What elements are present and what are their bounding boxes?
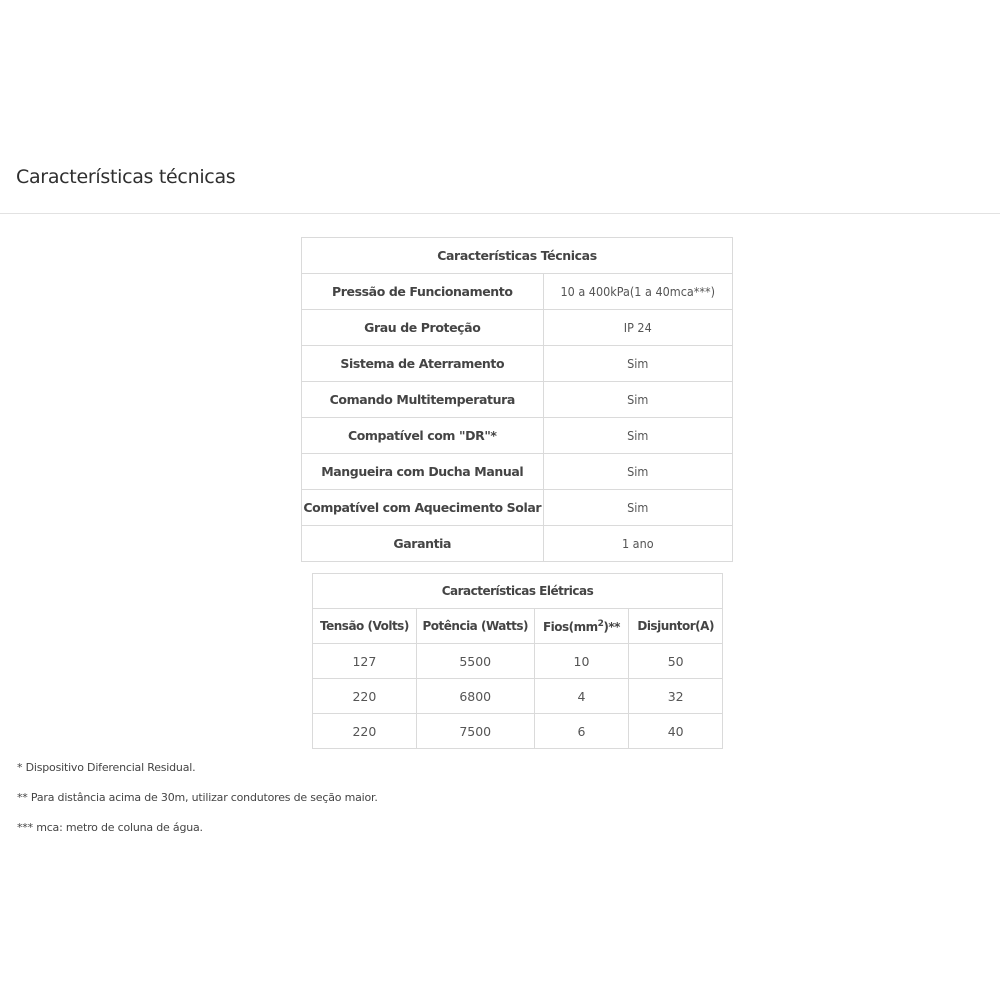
column-header-voltage: Tensão (Volts) <box>313 609 417 644</box>
power-cell: 6800 <box>416 679 534 714</box>
spec-value: Sim <box>543 346 732 382</box>
table-row <box>302 346 733 382</box>
spec-value: Sim <box>543 418 732 454</box>
table-row <box>302 454 733 490</box>
column-header-power: Potência (Watts) <box>416 609 534 644</box>
footnote: *** mca: metro de coluna de água. <box>17 821 203 834</box>
spec-label: Garantia <box>302 526 544 562</box>
power-cell: 5500 <box>416 644 534 679</box>
voltage-cell: 220 <box>313 714 417 749</box>
footnotes <box>17 760 378 850</box>
column-header-row <box>313 609 723 644</box>
technical-specs-table <box>301 237 733 562</box>
table-header-row <box>313 574 723 609</box>
table-header-row <box>302 238 733 274</box>
spec-value: Sim <box>543 454 732 490</box>
table-row <box>313 644 723 679</box>
wires-prefix: Fios(mm <box>542 619 598 634</box>
breaker-cell: 32 <box>629 679 723 714</box>
table-row <box>313 679 723 714</box>
electrical-specs-header: Características Elétricas <box>313 574 723 609</box>
spec-label: Comando Multitemperatura <box>302 382 544 418</box>
spec-label: Mangueira com Ducha Manual <box>302 454 544 490</box>
spec-value: Sim <box>543 490 732 526</box>
wires-cell: 6 <box>534 714 629 749</box>
power-cell: 7500 <box>416 714 534 749</box>
wires-cell: 4 <box>534 679 629 714</box>
voltage-cell: 220 <box>313 679 417 714</box>
spec-value: IP 24 <box>543 310 732 346</box>
spec-value: 10 a 400kPa(1 a 40mca***) <box>543 274 732 310</box>
spec-value: 1 ano <box>543 526 732 562</box>
footnote: ** Para distância acima de 30m, utilizar condutores de seção maior. <box>17 791 378 804</box>
table-row <box>313 714 723 749</box>
table-row <box>302 310 733 346</box>
section-divider <box>0 213 1000 214</box>
column-header-breaker: Disjuntor(A) <box>629 609 723 644</box>
spec-label: Pressão de Funcionamento <box>302 274 544 310</box>
table-row <box>302 418 733 454</box>
table-row <box>302 274 733 310</box>
electrical-specs-table <box>312 573 723 749</box>
section-title: Características técnicas <box>16 166 236 188</box>
breaker-cell: 50 <box>629 644 723 679</box>
wires-suffix: )** <box>603 619 620 634</box>
voltage-cell: 127 <box>313 644 417 679</box>
spec-label: Compatível com "DR"* <box>302 418 544 454</box>
table-row <box>302 490 733 526</box>
spec-label: Sistema de Aterramento <box>302 346 544 382</box>
wires-cell: 10 <box>534 644 629 679</box>
footnote: * Dispositivo Diferencial Residual. <box>17 761 196 774</box>
wires-superscript: 2 <box>597 618 604 629</box>
column-header-wires <box>534 609 629 644</box>
technical-specs-header: Características Técnicas <box>302 238 733 274</box>
spec-label: Grau de Proteção <box>302 310 544 346</box>
breaker-cell: 40 <box>629 714 723 749</box>
table-row <box>302 526 733 562</box>
table-row <box>302 382 733 418</box>
spec-label: Compatível com Aquecimento Solar <box>302 490 544 526</box>
spec-value: Sim <box>543 382 732 418</box>
